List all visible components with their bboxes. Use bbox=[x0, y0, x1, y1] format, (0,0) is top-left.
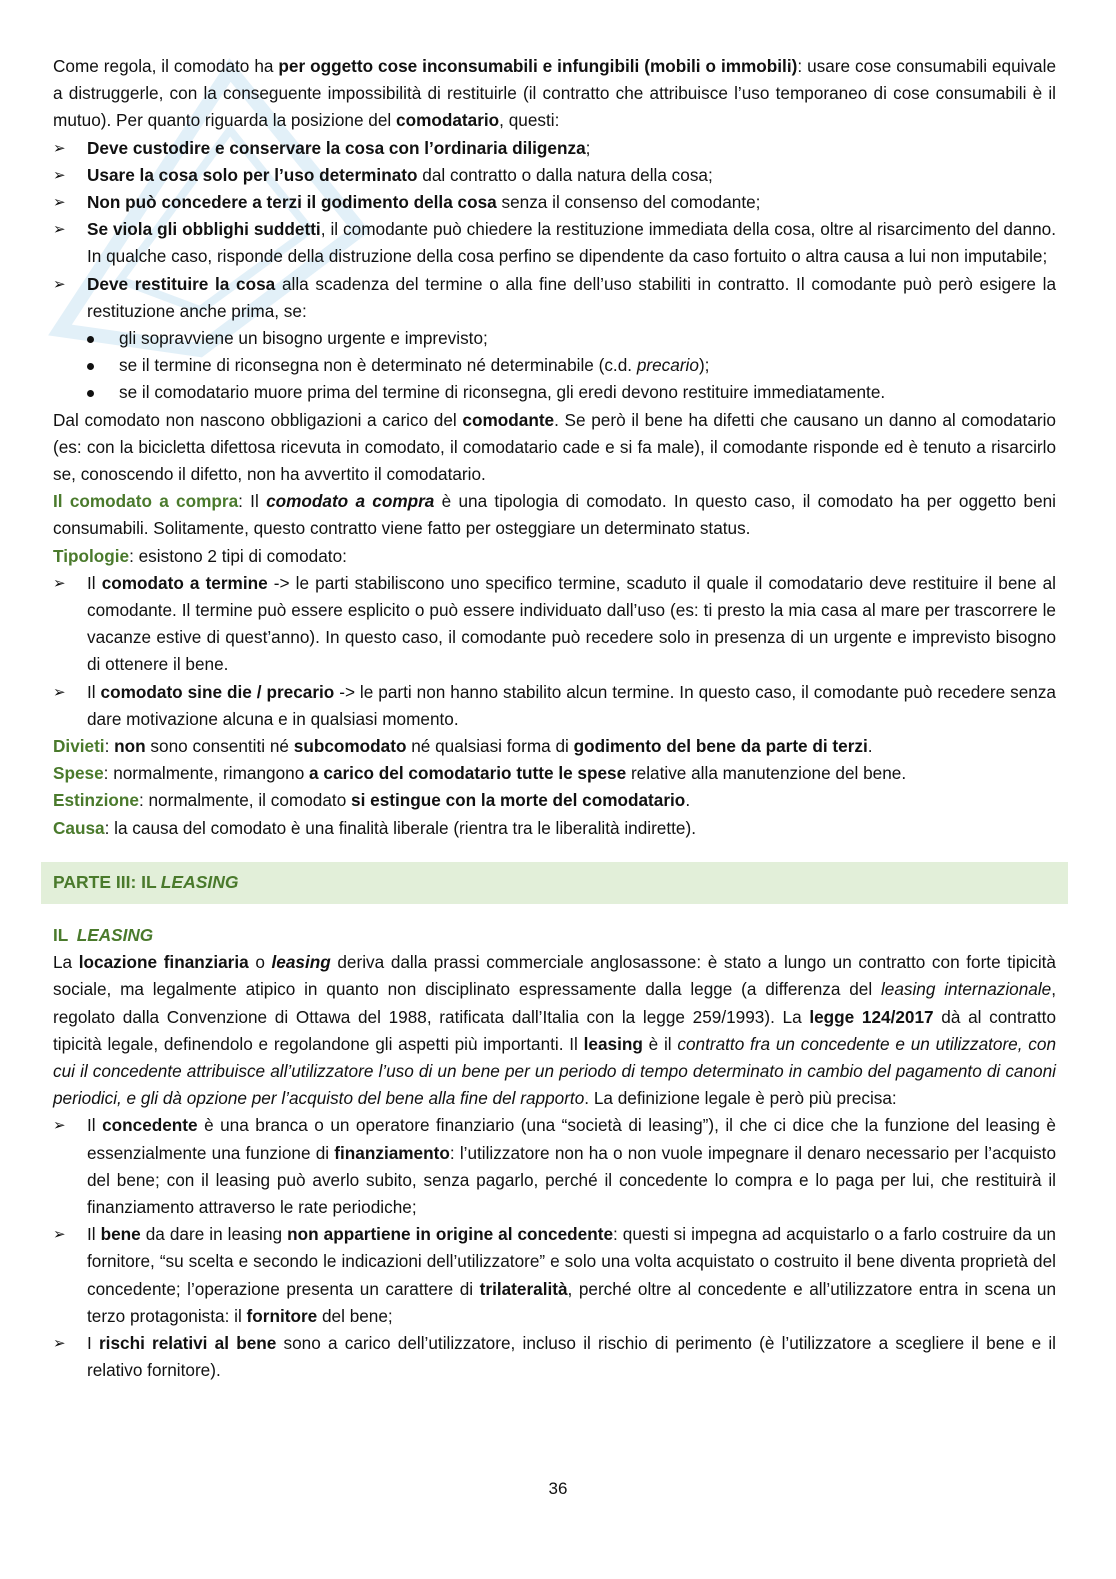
list-item: ➢ Usare la cosa solo per l’uso determinato dal contratto o dalla natura della cosa; bbox=[53, 162, 1056, 189]
paragraph-comodato-a-compra: Il comodato a compra: Il comodato a compra è una tipologia di comodato. In questo caso, il comodato ha per oggetto beni consumabili. Solitamente, questo contratto viene fatto per osteggiare un determinato status. bbox=[53, 491, 1057, 539]
list-item: ➢ Deve custodire e conservare la cosa con l’ordinaria diligenza; bbox=[53, 135, 1056, 162]
bullet-dot-icon bbox=[87, 390, 94, 397]
arrow-bullet-icon: ➢ bbox=[53, 139, 66, 157]
arrow-bullet-icon: ➢ bbox=[53, 1334, 66, 1352]
arrow-bullet-icon: ➢ bbox=[53, 683, 66, 701]
document-page bbox=[53, 53, 1056, 1384]
list-item: ➢ Se viola gli obblighi suddetti, il comodante può chiedere la restituzione immediata della cosa, oltre al risarcimento del danno. In qualche caso, risponde della distruzione della cosa perfino se dipendente da caso fortuito o altra causa a lui non imputabile; bbox=[53, 216, 1056, 270]
comodatario-obligations-list bbox=[53, 135, 1056, 407]
arrow-bullet-icon: ➢ bbox=[53, 1117, 66, 1135]
arrow-bullet-icon: ➢ bbox=[53, 166, 66, 184]
paragraph-estinzione: Estinzione: normalmente, il comodato si estingue con la morte del comodatario. bbox=[53, 790, 691, 811]
list-item: se il comodatario muore prima del termine di riconsegna, gli eredi devono restituire immediatamente. bbox=[53, 379, 1056, 406]
list-item: ➢ Deve restituire la cosa alla scadenza del termine o alla fine dell’uso stabiliti in contratto. Il comodante può però esigere la restituzione anche prima, se: gli sopravviene un bisogno urgente e imprevisto; se il termine di riconsegna non è determinato né determinabile (c.d. precario); se il comodatario muore prima del termine di riconsegna, gli eredi devono restituire immediatamente. bbox=[53, 271, 1056, 407]
list-item: ➢ I rischi relativi al bene sono a carico dell’utilizzatore, incluso il rischio di perimento (è l’utilizzatore a scegliere il bene e il relativo fornitore). bbox=[53, 1330, 1056, 1384]
list-item: ➢ Non può concedere a terzi il godimento della cosa senza il consenso del comodante; bbox=[53, 189, 1056, 216]
page-number: 36 bbox=[548, 1479, 568, 1498]
section-heading-parte-iii: PARTE III: IL LEASING bbox=[41, 862, 1068, 904]
arrow-bullet-icon: ➢ bbox=[53, 275, 66, 293]
tipologie-list bbox=[53, 570, 1056, 733]
list-item: ➢ Il bene da dare in leasing non appartiene in origine al concedente: questi si impegna ad acquistarlo o a farlo costruire da un fornitore, “su scelta e secondo le indicazioni dell’utilizzatore” e solo una volta acquistato o costruito il bene diventa proprietà del concedente; l’operazione presenta un carattere di trilateralità, perché oltre al concedente e all’utilizzatore entra in scena un terzo protagonista: il fornitore del bene; bbox=[53, 1221, 1056, 1330]
paragraph-comodante: Dal comodato non nascono obbligazioni a carico del comodante. Se però il bene ha difetti che causano un danno al comodatario (es: con la bicicletta difettosa ricevuta in comodato, il comodatario cade e si fa male), il comodante risponde ed è tenuto a risarcirlo se, conoscendo il difetto, non ha avvertito il comodatario. bbox=[53, 409, 1056, 485]
leasing-elements-list bbox=[53, 1112, 1056, 1384]
arrow-bullet-icon: ➢ bbox=[53, 194, 66, 212]
paragraph-causa: Causa: la causa del comodato è una finalità liberale (rientra tra le liberalità indirette). bbox=[53, 817, 696, 838]
list-item: ➢ Il comodato a termine -> le parti stabiliscono uno specifico termine, scaduto il quale il comodatario deve restituire il bene al comodante. Il termine può essere esplicito o può essere individuato dall’uso (es: ti presto la mia casa al mare per trascorrere le vacanze estive di quest’anno). In questo caso, il comodante può recedere solo in presenza di un urgente e imprevisto bisogno di ottenere il bene. bbox=[53, 570, 1056, 679]
paragraph-tipologie: Tipologie: esistono 2 tipi di comodato: bbox=[53, 545, 347, 566]
arrow-bullet-icon: ➢ bbox=[53, 574, 66, 592]
arrow-bullet-icon: ➢ bbox=[53, 1226, 66, 1244]
bullet-dot-icon bbox=[87, 336, 94, 343]
bullet-dot-icon bbox=[87, 363, 94, 370]
list-item: ➢ Il concedente è una branca o un operatore finanziario (una “società di leasing”), il che ci dice che la funzione del leasing è essenzialmente una funzione di finanziamento: l’utilizzatore non ha o non vuole impegnare il denaro necessario per l’acquisto del bene; con il leasing può averlo subito, senza pagarlo, perché il concedente lo compra e lo paga per lui, che restituirà il finanziamento attraverso le rate periodiche; bbox=[53, 1112, 1056, 1221]
subheading-il-leasing: IL LEASING bbox=[53, 924, 154, 945]
list-item: gli sopravviene un bisogno urgente e imprevisto; bbox=[53, 325, 1056, 352]
restitution-conditions-list bbox=[53, 325, 1056, 407]
arrow-bullet-icon: ➢ bbox=[53, 221, 66, 239]
paragraph-comodato-oggetto: Come regola, il comodato ha per oggetto cose inconsumabili e infungibili (mobili o immobili): usare cose consumabili equivale a distruggerle, con la conseguente impossibilità di restituirle (il contratto che attribuisce l’uso temporaneo di cose consumabili è il mutuo). Per quanto riguarda la posizione del comodatario, questi: bbox=[53, 56, 1056, 131]
paragraph-spese: Spese: normalmente, rimangono a carico del comodatario tutte le spese relative alla manutenzione del bene. bbox=[53, 763, 907, 784]
list-item: se il termine di riconsegna non è determinato né determinabile (c.d. precario); bbox=[53, 352, 1056, 379]
paragraph-leasing-definition: La locazione finanziaria o leasing deriva dalla prassi commerciale anglosassone: è stato a lungo un contratto con forte tipicità sociale, ma legalmente atipico in quanto non disciplinato espressamente dalla legge (a differenza del leasing internazionale, regolato dalla Convenzione di Ottawa del 1988, ratificata dall’Italia con la legge 259/1993). La legge 124/2017 dà al contratto tipicità legale, definendolo e regolandone gli aspetti più importanti. Il leasing è il contratto fra un concedente e un utilizzatore, con cui il concedente attribuisce all’utilizzatore l’uso di un bene per un periodo di tempo determinato in cambio del pagamento di canoni periodici, e gli dà opzione per l’acquisto del bene alla fine del rapporto. La definizione legale è però più precisa: bbox=[53, 952, 1057, 1109]
list-item: ➢ Il comodato sine die / precario -> le parti non hanno stabilito alcun termine. In questo caso, il comodante può recedere senza dare motivazione alcuna e in qualsiasi momento. bbox=[53, 679, 1056, 733]
paragraph-divieti: Divieti: non sono consentiti né subcomodato né qualsiasi forma di godimento del bene da parte di terzi. bbox=[53, 736, 873, 757]
